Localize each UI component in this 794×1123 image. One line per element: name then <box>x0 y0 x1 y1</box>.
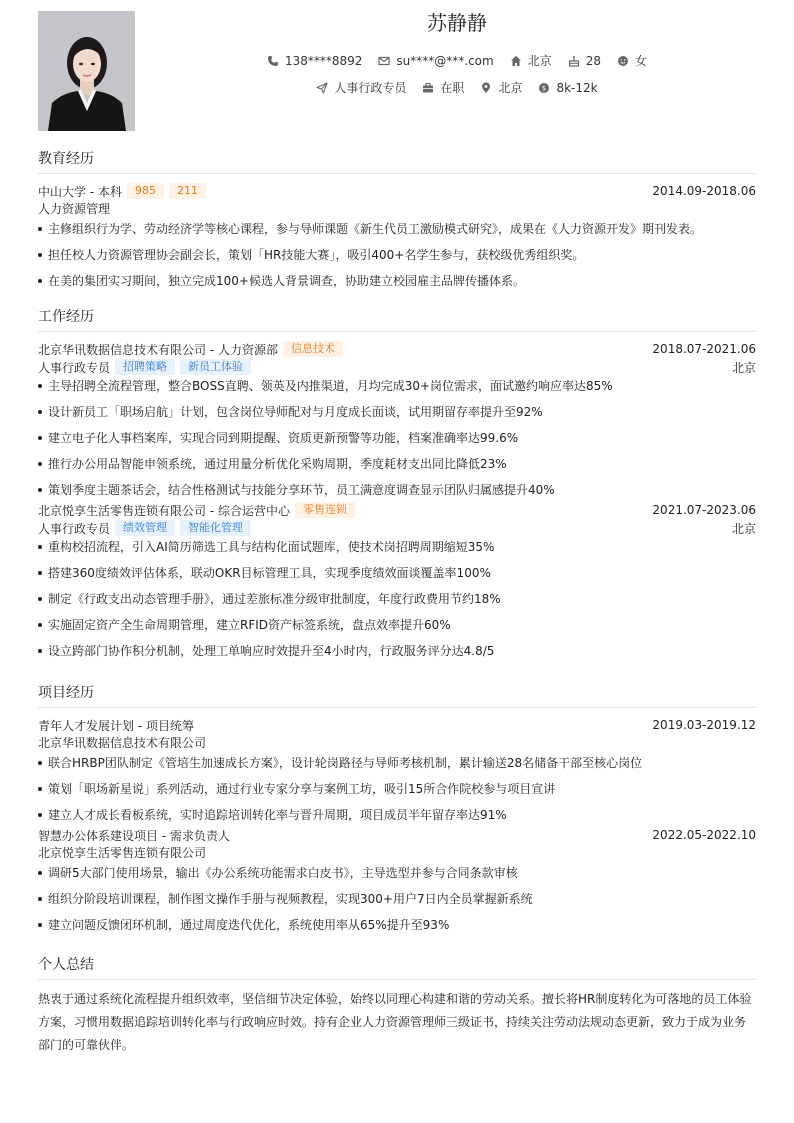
list-item: 主导招聘全流程管理，整合BOSS直聘、领英及内推渠道，月均完成30+岗位需求，面试邀约响应率达85% <box>38 377 756 395</box>
list-item: 实施固定资产全生命周期管理，建立RFID资产标签系统，盘点效率提升60% <box>38 616 756 634</box>
candidate-name: 苏静静 <box>427 11 487 35</box>
skill-tag: 绩效管理 <box>115 520 175 536</box>
project-company: 北京悦享生活零售连锁有限公司 <box>38 846 207 860</box>
work-city: 北京 <box>731 360 756 375</box>
project-name: 青年人才发展计划 - 项目统筹 <box>38 718 194 733</box>
education-section <box>38 149 756 298</box>
position-text: 人事行政专员 <box>334 81 407 95</box>
school-tag: 985 <box>127 183 164 199</box>
work-title: 工作经历 <box>38 307 756 332</box>
projects-title: 项目经历 <box>38 683 756 708</box>
salary-item <box>538 80 597 96</box>
list-item: 建立问题反馈闭环机制，通过周度迭代优化，系统使用率从65%提升至93% <box>38 916 756 934</box>
send-icon <box>316 82 328 94</box>
summary-title: 个人总结 <box>38 955 756 980</box>
target-city-item <box>480 80 522 96</box>
skill-tag: 新员工体验 <box>180 359 251 375</box>
birthday-cake-icon <box>568 55 580 67</box>
projects-section <box>38 683 756 942</box>
list-item: 搭建360度绩效评估体系，联动OKR目标管理工具，实现季度绩效面谈覆盖率100% <box>38 564 756 582</box>
svg-text:$: $ <box>542 84 547 93</box>
age-text: 28 <box>585 54 602 68</box>
school-tag: 211 <box>169 183 206 199</box>
list-item: 策划季度主题茶话会，结合性格测试与技能分享环节，员工满意度调查显示团队归属感提升40% <box>38 481 756 499</box>
project-entry <box>38 826 756 934</box>
work-section <box>38 307 756 668</box>
company-name: 北京华讯数据信息技术有限公司 - 人力资源部 <box>38 342 278 357</box>
project-date: 2022.05-2022.10 <box>652 828 756 842</box>
smiley-icon <box>617 55 629 67</box>
education-date: 2014.09-2018.06 <box>652 184 756 198</box>
list-item: 设立跨部门协作积分机制，处理工单响应时效提升至4小时内，行政服务评分达4.8/5 <box>38 642 756 660</box>
phone-text: 138****8892 <box>284 54 363 68</box>
work-entry <box>38 501 756 660</box>
company-name: 北京悦享生活零售连锁有限公司 - 综合运营中心 <box>38 503 290 518</box>
project-name: 智慧办公体系建设项目 - 需求负责人 <box>38 828 230 843</box>
list-item: 重构校招流程，引入AI简历筛选工具与结构化面试题库，使技术岗招聘周期缩短35% <box>38 538 756 556</box>
skill-tag: 招聘策略 <box>115 359 175 375</box>
age-item <box>568 53 601 69</box>
home-icon <box>510 55 522 67</box>
phone-icon <box>267 55 279 67</box>
status-item <box>422 80 464 96</box>
list-item: 联合HRBP团队制定《管培生加速成长方案》，设计轮岗路径与导师考核机制，累计输送28名储备干部至核心岗位 <box>38 754 756 772</box>
work-entry <box>38 340 756 499</box>
email-icon <box>378 55 390 67</box>
list-item: 建立人才成长看板系统，实时追踪培训转化率与晋升周期，项目成员半年留存率达91% <box>38 806 756 824</box>
profile-photo <box>38 11 135 131</box>
money-icon <box>538 82 550 94</box>
location-item <box>510 53 552 69</box>
list-item: 组织分阶段培训课程，制作图文操作手册与视频教程，实现300+用户7日内全员掌握新系统 <box>38 890 756 908</box>
email-text: su****@***.com <box>396 54 494 68</box>
work-city: 北京 <box>731 521 756 536</box>
list-item: 担任校人力资源管理协会副会长，策划「HR技能大赛」，吸引400+名学生参与，获校级优秀组织奖。 <box>38 246 756 264</box>
list-item: 制定《行政支出动态管理手册》，通过差旅标准分级审批制度，年度行政费用节约18% <box>38 590 756 608</box>
job-role: 人事行政专员 <box>38 360 111 375</box>
phone-item <box>267 53 362 69</box>
list-item: 主修组织行为学、劳动经济学等核心课程，参与导师课题《新生代员工激励模式研究》，成果在《人力资源开发》期刊发表。 <box>38 220 756 238</box>
project-date: 2019.03-2019.12 <box>652 718 756 732</box>
target-city-text: 北京 <box>498 81 523 95</box>
work-date: 2021.07-2023.06 <box>652 503 756 517</box>
project-company: 北京华讯数据信息技术有限公司 <box>38 736 207 750</box>
briefcase-icon <box>422 82 434 94</box>
list-item: 建立电子化人事档案库，实现合同到期提醒、资质更新预警等功能，档案准确率达99.6% <box>38 429 756 447</box>
status-text: 在职 <box>440 81 465 95</box>
gender-item <box>617 53 647 69</box>
list-item: 调研5大部门使用场景，输出《办公系统功能需求白皮书》，主导选型并参与合同条款审核 <box>38 864 756 882</box>
position-item <box>316 80 406 96</box>
list-item: 设计新员工「职场启航」计划，包含岗位导师配对与月度成长面谈，试用期留存率提升至92% <box>38 403 756 421</box>
summary-section <box>38 955 756 1057</box>
work-date: 2018.07-2021.06 <box>652 342 756 356</box>
skill-tag: 智能化管理 <box>180 520 251 536</box>
list-item: 在美的集团实习期间，独立完成100+候选人背景调查，协助建立校园雇主品牌传播体系。 <box>38 272 756 290</box>
list-item: 策划「职场新星说」系列活动，通过行业专家分享与案例工坊，吸引15所合作院校参与项目宣讲 <box>38 780 756 798</box>
location-text: 北京 <box>527 54 552 68</box>
salary-text: 8k-12k <box>556 81 598 95</box>
industry-tag: 零售连锁 <box>295 502 355 518</box>
map-pin-icon <box>480 82 492 94</box>
summary-text: 热衷于通过系统化流程提升组织效率，坚信细节决定体验，始终以同理心构建和谐的劳动关系。擅长将HR制度转化为可落地的员工体验方案，习惯用数据追踪培训转化率与行政响应时效。持有企业人力资源管理师三级证书，持续关注劳动法规动态更新，致力于成为业务部门的可靠伙伴。 <box>38 992 752 1052</box>
industry-tag: 信息技术 <box>283 341 343 357</box>
contact-info-row <box>158 53 756 69</box>
email-item <box>378 53 493 69</box>
major: 人力资源管理 <box>38 202 111 216</box>
list-item: 推行办公用品智能申领系统，通过用量分析优化采购周期，季度耗材支出同比降低23% <box>38 455 756 473</box>
gender-text: 女 <box>635 54 648 68</box>
project-entry <box>38 716 756 824</box>
education-entry <box>38 182 756 290</box>
job-info-row <box>158 80 756 96</box>
school-name: 中山大学 - 本科 <box>38 184 122 199</box>
education-title: 教育经历 <box>38 149 756 174</box>
job-role: 人事行政专员 <box>38 521 111 536</box>
